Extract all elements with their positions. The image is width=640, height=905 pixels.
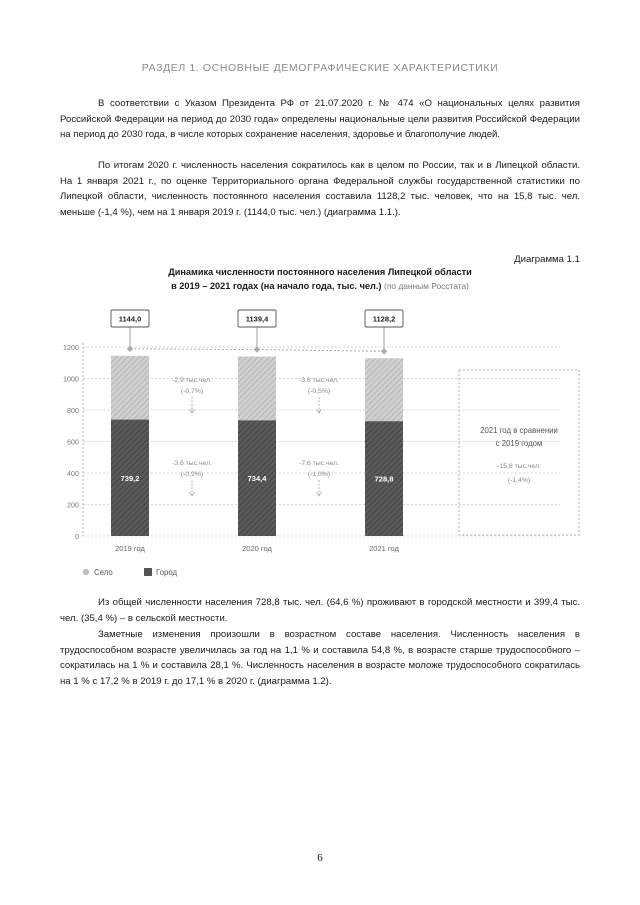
change-annotation-pct: (-0,5%) xyxy=(307,388,331,395)
change-annotation: -3,6 тыс.чел. xyxy=(172,460,212,467)
y-tick-label: 800 xyxy=(67,406,79,415)
x-tick-label: 2019 год xyxy=(115,544,145,553)
bar-rural xyxy=(111,356,149,420)
change-annotation: -7,6 тыс.чел. xyxy=(299,460,339,467)
chart-title-line1: Динамика численности постоянного населения Липецкой области xyxy=(168,267,472,277)
bar-city-label: 728,8 xyxy=(374,474,394,484)
page-number: 6 xyxy=(317,852,323,864)
bar-rural xyxy=(238,357,276,421)
chart-title xyxy=(60,265,580,293)
y-tick-label: 0 xyxy=(75,532,79,541)
chart-title-line2 xyxy=(60,279,580,293)
x-tick-label: 2021 год xyxy=(369,544,399,553)
total-callout-label: 1139,4 xyxy=(245,314,269,324)
total-marker xyxy=(127,346,133,352)
comparison-title-line1: 2021 год в сравнении xyxy=(480,426,558,435)
comparison-box xyxy=(459,370,579,535)
legend-city-swatch xyxy=(144,568,152,576)
change-annotation: -3,6 тыс.чел. xyxy=(299,377,339,384)
chart-title-line2-text: в 2019 – 2021 годах (на начало года, тыс. чел.) xyxy=(171,281,382,291)
change-annotation-pct: (-0,7%) xyxy=(180,388,204,395)
bar-city-label: 739,2 xyxy=(120,473,140,483)
section-title: РАЗДЕЛ 1. ОСНОВНЫЕ ДЕМОГРАФИЧЕСКИЕ ХАРАКТЕРИСТИКИ xyxy=(141,62,499,74)
change-annotation-pct: (-1,0%) xyxy=(307,471,331,478)
comparison-value: -15,8 тыс.чел. xyxy=(497,463,541,470)
legend-city-label: Город xyxy=(156,568,178,577)
x-tick-label: 2020 год xyxy=(242,544,272,553)
legend-rural-label: Село xyxy=(94,568,113,577)
paragraph-intro: В соответствии с Указом Президента РФ от 21.07.2020 г. № 474 «О национальных целях развития Российской Федерации на период до 2030 года» определены национальные цели развития Российской Федерации на период до 2030 года, в числе которых сохранение населения, здоровье и благополучие людей. xyxy=(60,98,580,141)
paragraph-urban-rural: Из общей численности населения 728,8 тыс. чел. (64,6 %) проживают в городской местности и 399,4 тыс. чел. (35,4 %) – в сельской местности. xyxy=(60,597,580,624)
diagram-label: Диаграмма 1.1 xyxy=(514,254,580,265)
bar-city-label: 734,4 xyxy=(247,474,267,484)
change-annotation: -2,9 тыс.чел. xyxy=(172,377,212,384)
bar-rural xyxy=(365,358,403,421)
comparison-pct: (-1,4%) xyxy=(507,477,531,484)
y-tick-label: 600 xyxy=(67,437,79,447)
y-tick-label: 400 xyxy=(67,469,79,478)
population-chart xyxy=(60,300,580,585)
paragraph-age-structure: Заметные изменения произошли в возрастном составе населения. Численность населения в трудоспособном возрасте увеличилась за год на 1,1 % и составила 54,8 %, в возрасте старше трудоспособного – сократилась на 1 % и составила 28,1 %. Численность населения в возрасте моложе трудоспособного сократилась на 1 % с 17,2 % в 2019 г. до 17,1 % в 2020 г. (диаграмма 1.2). xyxy=(60,629,580,687)
chart-source: (по данным Росстата) xyxy=(384,281,469,291)
change-annotation-pct: (-0,9%) xyxy=(180,471,204,478)
y-tick-label: 1000 xyxy=(63,374,79,384)
total-marker xyxy=(381,348,387,354)
total-callout-label: 1128,2 xyxy=(372,314,396,324)
y-tick-label: 200 xyxy=(67,500,79,510)
comparison-title-line2: с 2019 годом xyxy=(495,439,543,448)
total-callout-label: 1144,0 xyxy=(118,314,142,324)
legend-rural-swatch xyxy=(83,569,89,575)
y-tick-label: 1200 xyxy=(63,343,79,352)
paragraph-population: По итогам 2020 г. численность населения сократилось как в целом по России, так и в Липецкой области. На 1 января 2021 г., по оценке Территориального органа Федеральной службы государственной статистики по Липецкой области, численность постоянного населения составила 1128,2 тыс. человек, что на 15,8 тыс. чел. меньше (-1,4 %), чем на 1 января 2019 г. (1144,0 тыс. чел.) (диаграмма 1.1.). xyxy=(60,160,580,218)
